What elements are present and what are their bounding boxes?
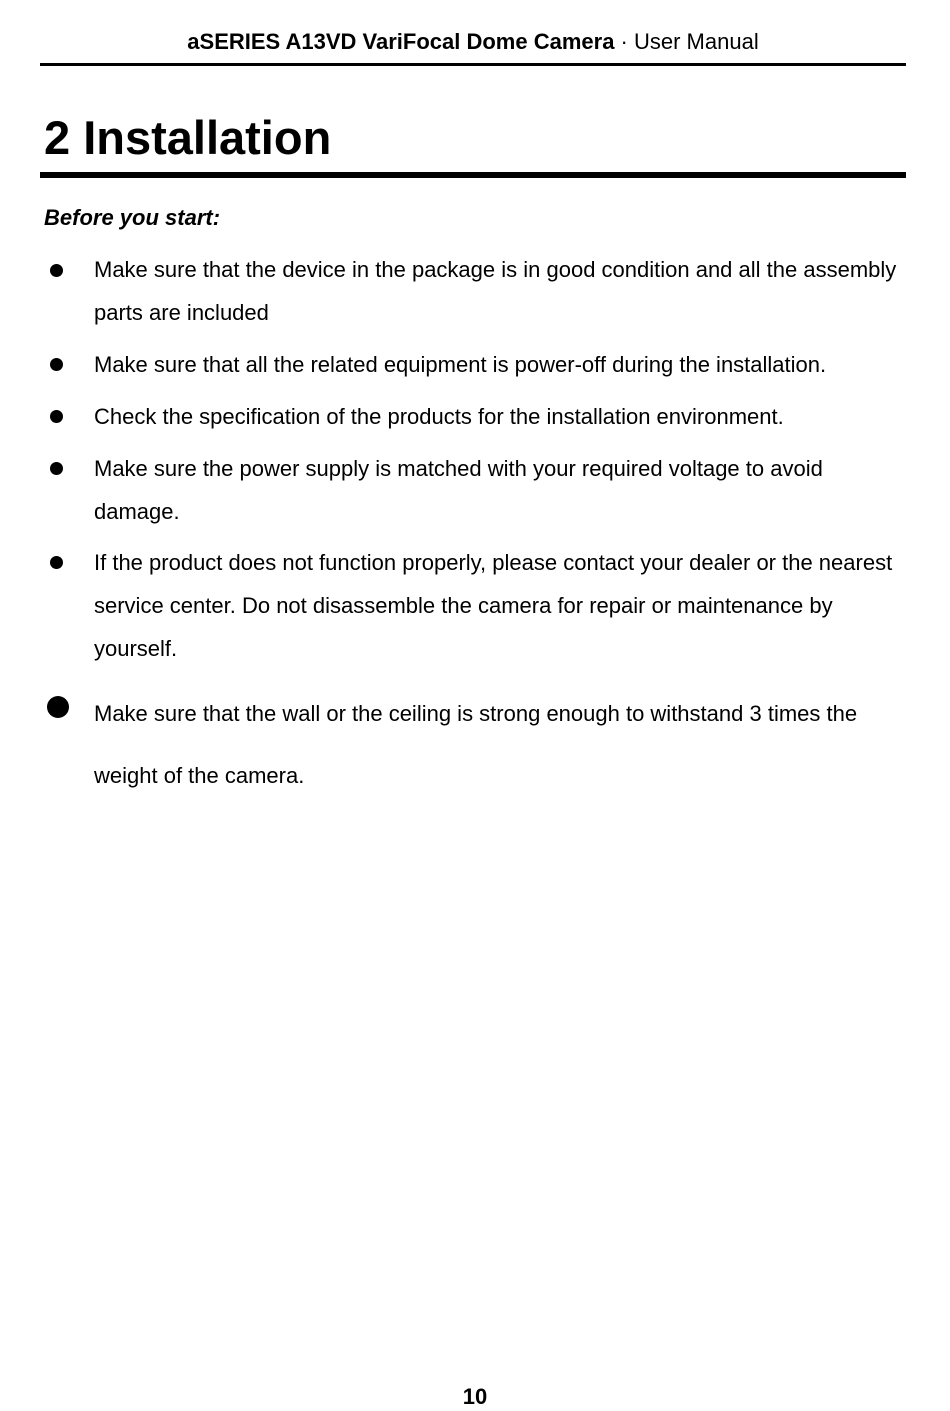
header-divider [40,63,906,66]
header-product-name: aSERIES A13VD VariFocal Dome Camera [187,29,615,54]
header-separator: · [614,29,634,54]
list-item-text: Make sure the power supply is matched with your required voltage to avoid damage. [94,456,823,524]
header-doc-type: User Manual [634,29,759,54]
list-item-text: Make sure that the device in the package is in good condition and all the assembly parts are included [94,257,897,325]
bullet-icon [50,462,63,475]
list-item-text: If the product does not function properly, please contact your dealer or the nearest service center. Do not disassemble the camera for repair or maintenance by yourself. [94,550,893,661]
list-item-text: Make sure that all the related equipment is power-off during the installation. [94,352,827,377]
bullet-icon [50,556,63,569]
list-item-text: Check the specification of the products for the installation environment. [94,404,784,429]
title-divider [40,172,906,178]
bullet-icon [47,696,69,718]
list-item-text: Make sure that the wall or the ceiling is strong enough to withstand 3 times the weight of the camera. [94,701,858,788]
bullet-icon [50,358,63,371]
bullet-icon [50,410,63,423]
chapter-title: 2 Installation [44,111,332,164]
running-header [40,28,906,56]
page-number: 10 [462,1384,488,1409]
before-you-start-label: Before you start: [44,205,221,230]
bullet-icon [50,264,63,277]
